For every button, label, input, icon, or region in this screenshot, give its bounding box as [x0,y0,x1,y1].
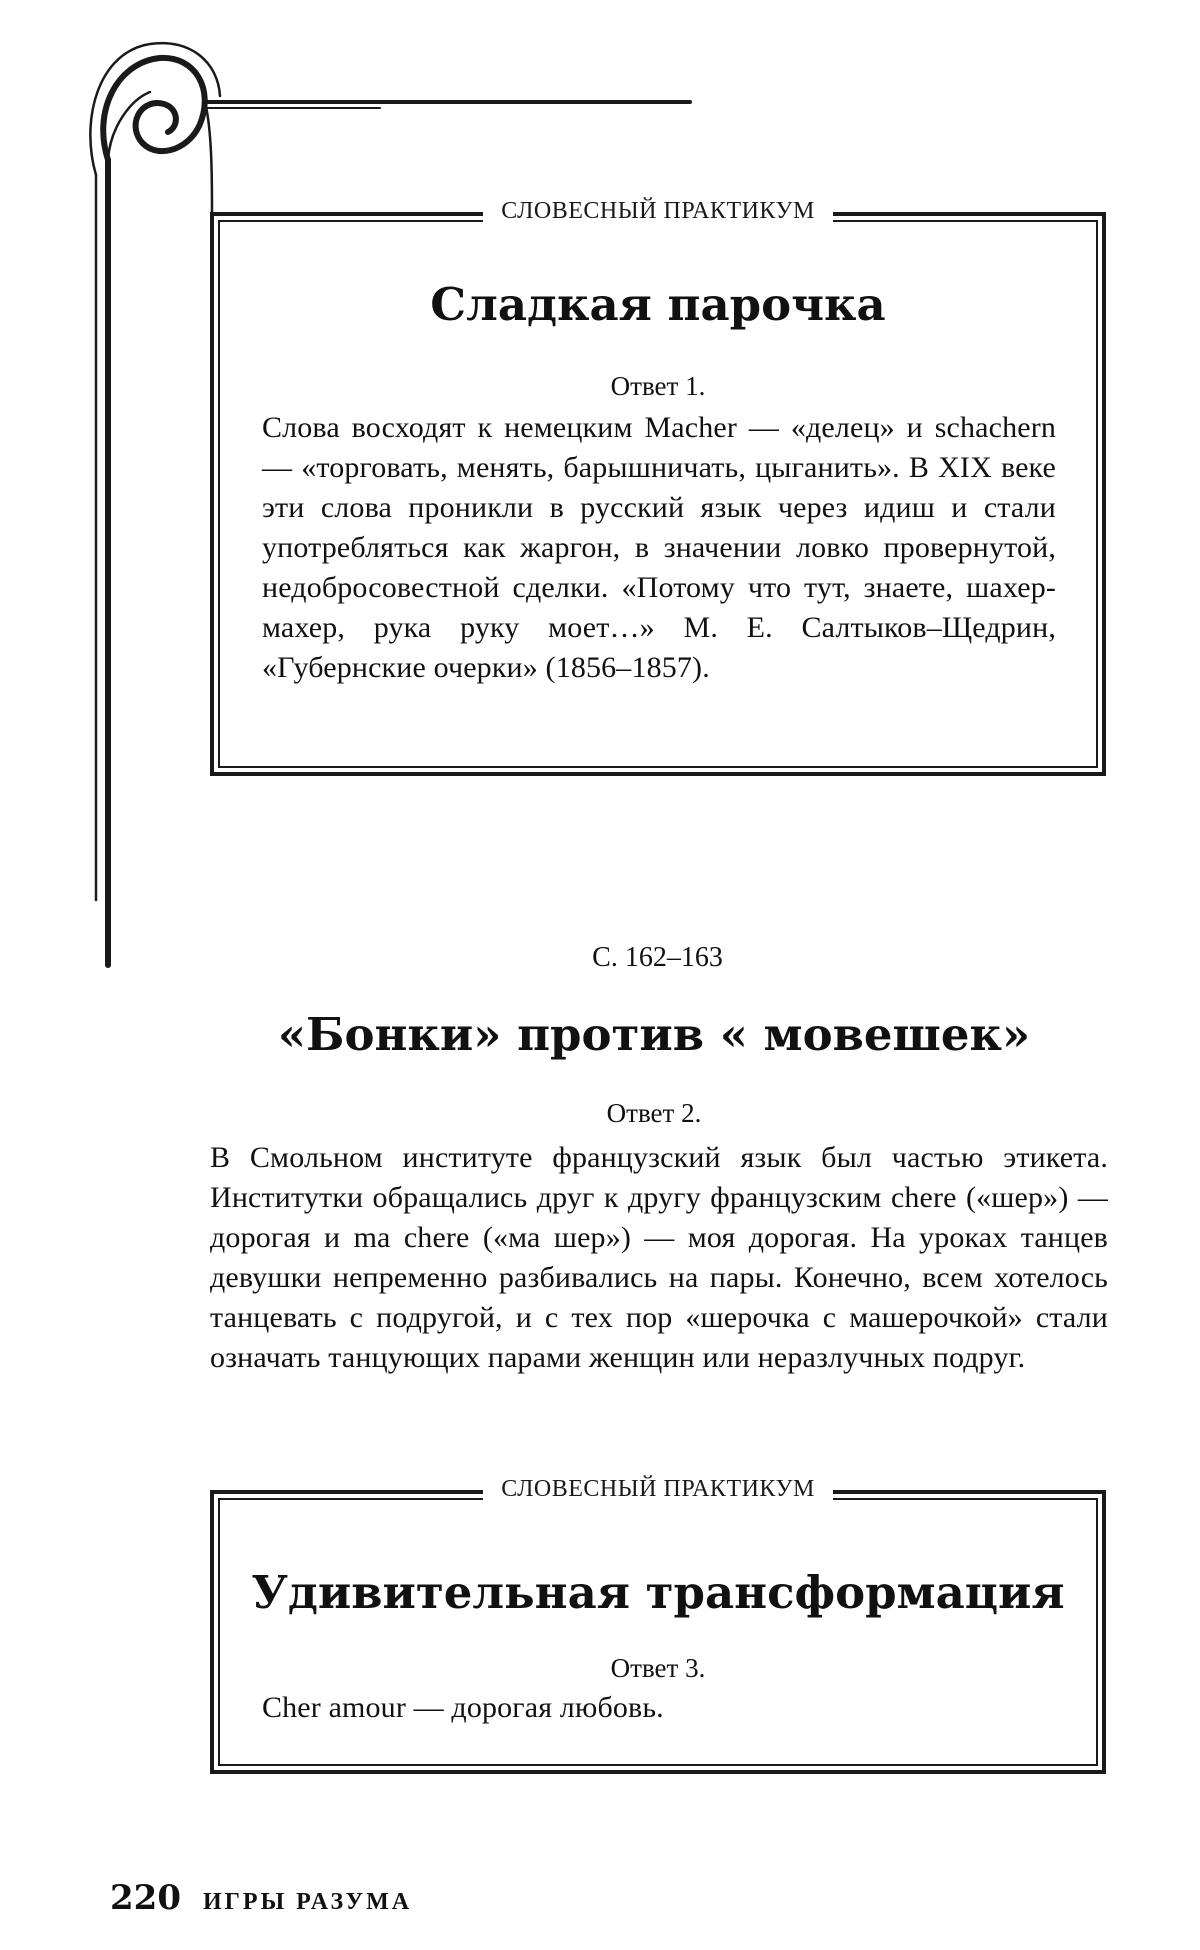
answer-text: Слова восходят к немецким Macher — «делец» и schachern — «торговать, менять, барышничать, цыганить». В XIX веке эти слова проникли в русский язык через идиш и стали употребляться как жаргон, в значении ловко провернутой, недобросовестной сделки. «Потому что тут, знаете, шахер-махер, рука руку моет…» М. Е. Салтыков–Щедрин, «Губернские очерки» (1856–1857). [262,411,1056,684]
answer-label: Ответ 1. [610,371,706,401]
section-title: «Бонки» против « мовешек» [277,1008,1031,1061]
practicum-title: Сладкая парочка [430,278,886,331]
practicum-title: Удивительная трансформация [251,1566,1065,1619]
page-reference: С. 162–163 [592,942,723,973]
practicum-box-transformation [210,1476,1106,1774]
section-label: СЛОВЕСНЫЙ ПРАКТИКУМ [483,1476,833,1502]
answer-label: Ответ 3. [610,1653,706,1683]
answer-text: Cher amour — дорогая любовь. [262,1691,664,1724]
page-footer [110,1878,412,1918]
section-label: СЛОВЕСНЫЙ ПРАКТИКУМ [483,198,833,224]
page-number: 220 [110,1878,181,1918]
running-head: ИГРЫ РАЗУМА [202,1889,413,1915]
practicum-box-sweet-couple [210,198,1106,776]
answer-text: В Смольном институте французский язык был частью этикета. Институтки обращались друг к другу французским chere («шер») — дорогая и ma chere («ма шер») — моя дорогая. На уроках танцев девушки непременно разбивались на пары. Конечно, всем хотелось танцевать с подругой, и с тех пор «шерочка с машерочкой» стали означать танцующих парами женщин или неразлучных подруг. [210,1141,1108,1374]
answer-label: Ответ 2. [606,1098,702,1128]
